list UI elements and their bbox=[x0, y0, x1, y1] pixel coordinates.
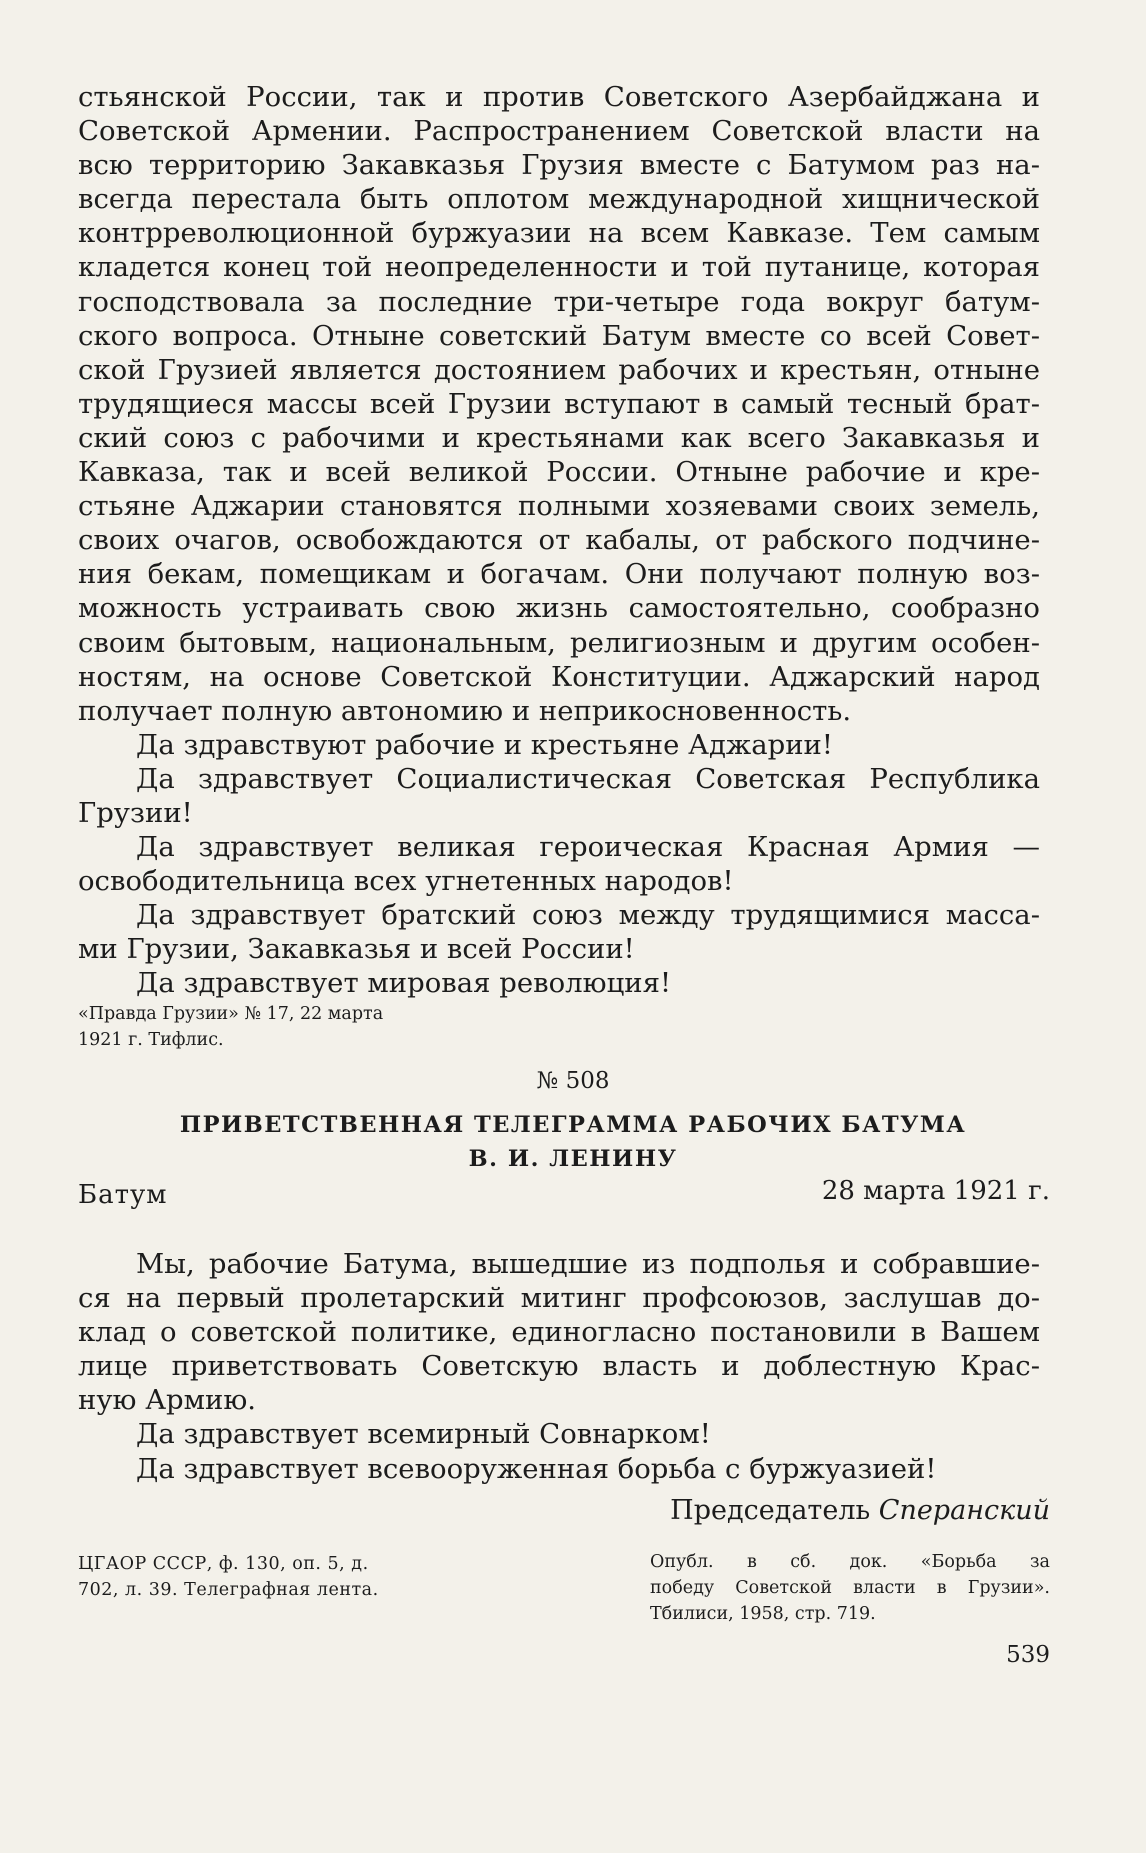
body-line: всегда перестала быть оплотом международной хищнической bbox=[78, 183, 1040, 216]
body-line: стьянской России, так и против Советского Азербайджана и bbox=[78, 81, 1040, 113]
telegram-line: ся на первый пролетарский митинг профсоюзов, заслушав до- bbox=[78, 1282, 1040, 1315]
body-line: Да здравствует великая героическая Красная Армия — bbox=[136, 831, 1040, 864]
body-line: стьяне Аджарии становятся полными хозяевами своих земель, bbox=[78, 490, 1040, 523]
body-line: своих очагов, освобождаются от кабалы, от рабского подчине- bbox=[78, 524, 1040, 557]
body-line: ния бекам, помещикам и богачам. Они получают полную воз- bbox=[78, 558, 1040, 591]
body-line: Да здравствует мировая революция! bbox=[136, 967, 672, 1000]
body-line: можность устраивать свою жизнь самостоятельно, сообразно bbox=[78, 592, 1040, 625]
body-line: Советской Армении. Распространением Советской власти на bbox=[78, 115, 1040, 148]
title-line: В. И. ЛЕНИНУ bbox=[468, 1146, 678, 1172]
archive-reference bbox=[78, 1551, 498, 1603]
body-line: Грузии! bbox=[78, 796, 193, 829]
body-line: ностям, на основе Советской Конституции. Аджарский народ bbox=[78, 660, 1040, 693]
body-line: всю территорию Закавказья Грузия вместе с Батумом раз на- bbox=[78, 149, 1040, 182]
publication-line: Тбилиси, 1958, стр. 719. bbox=[650, 1604, 876, 1624]
body-line: освободительница всех угнетенных народов! bbox=[78, 865, 734, 898]
telegram-line: лице приветствовать Советскую власть и доблестную Крас- bbox=[78, 1350, 1040, 1383]
article-body bbox=[78, 80, 1040, 1001]
signature-title: Председатель bbox=[670, 1495, 871, 1526]
telegram-line: клад о советской политике, единогласно постановили в Вашем bbox=[78, 1316, 1040, 1349]
body-line: господствовала за последние три-четыре года вокруг батум- bbox=[78, 285, 1040, 318]
body-line: Да здравствуют рабочие и крестьяне Аджарии! bbox=[136, 728, 833, 761]
telegram-line: Да здравствует всемирный Совнарком! bbox=[136, 1418, 711, 1451]
archive-line: 702, л. 39. Телеграфная лента. bbox=[78, 1580, 379, 1600]
body-line: контрреволюционной буржуазии на всем Кавказе. Тем самым bbox=[78, 217, 1040, 250]
body-line: Да здравствует братский союз между трудящимися масса- bbox=[136, 899, 1040, 932]
archive-line: ЦГАОР СССР, ф. 130, оп. 5, д. bbox=[78, 1554, 369, 1574]
place: Батум bbox=[78, 1180, 168, 1210]
body-line: трудящиеся массы всей Грузии вступают в самый тесный брат- bbox=[78, 387, 1040, 420]
telegram-line: ную Армию. bbox=[78, 1384, 257, 1417]
body-line: Кавказа, так и всей великой России. Отныне рабочие и кре- bbox=[78, 456, 1040, 489]
body-line: ский союз с рабочими и крестьянами как всего Закавказья и bbox=[78, 421, 1040, 454]
publication-line: победу Советской власти в Грузии». bbox=[650, 1578, 1050, 1598]
signature-name: Сперанский bbox=[878, 1495, 1050, 1526]
publication-line: Опубл. в сб. док. «Борьба за bbox=[650, 1552, 1050, 1572]
telegram-line: Мы, рабочие Батума, вышедшие из подполья и собравшие- bbox=[136, 1248, 1040, 1280]
page-number: 539 bbox=[1006, 1642, 1050, 1668]
date: 28 марта 1921 г. bbox=[821, 1176, 1050, 1206]
publication-reference bbox=[650, 1549, 1050, 1627]
body-line: получает полную автономию и неприкосновенность. bbox=[78, 694, 852, 727]
body-line: Да здравствует Социалистическая Советская Республика bbox=[136, 762, 1040, 795]
body-line: ми Грузии, Закавказья и всей России! bbox=[78, 933, 635, 966]
document-number: № 508 bbox=[536, 1068, 610, 1094]
telegram-line: Да здравствует всевооруженная борьба с буржуазией! bbox=[136, 1452, 937, 1485]
body-line: ской Грузией является достоянием рабочих и крестьян, отныне bbox=[78, 353, 1040, 386]
source-citation bbox=[78, 1001, 383, 1053]
signature bbox=[670, 1495, 1050, 1526]
title-line: ПРИВЕТСТВЕННАЯ ТЕЛЕГРАММА РАБОЧИХ БАТУМА bbox=[179, 1112, 967, 1138]
body-line: своим бытовым, национальным, религиозным и другим особен- bbox=[78, 626, 1040, 659]
document-title bbox=[0, 1108, 1146, 1176]
source-line: «Правда Грузии» № 17, 22 марта bbox=[78, 1004, 384, 1024]
telegram-body bbox=[78, 1247, 1040, 1486]
body-line: ского вопроса. Отныне советский Батум вместе со всей Совет- bbox=[78, 319, 1040, 352]
source-line: 1921 г. Тифлис. bbox=[78, 1030, 224, 1050]
body-line: кладется конец той неопределенности и той путанице, которая bbox=[78, 251, 1040, 284]
